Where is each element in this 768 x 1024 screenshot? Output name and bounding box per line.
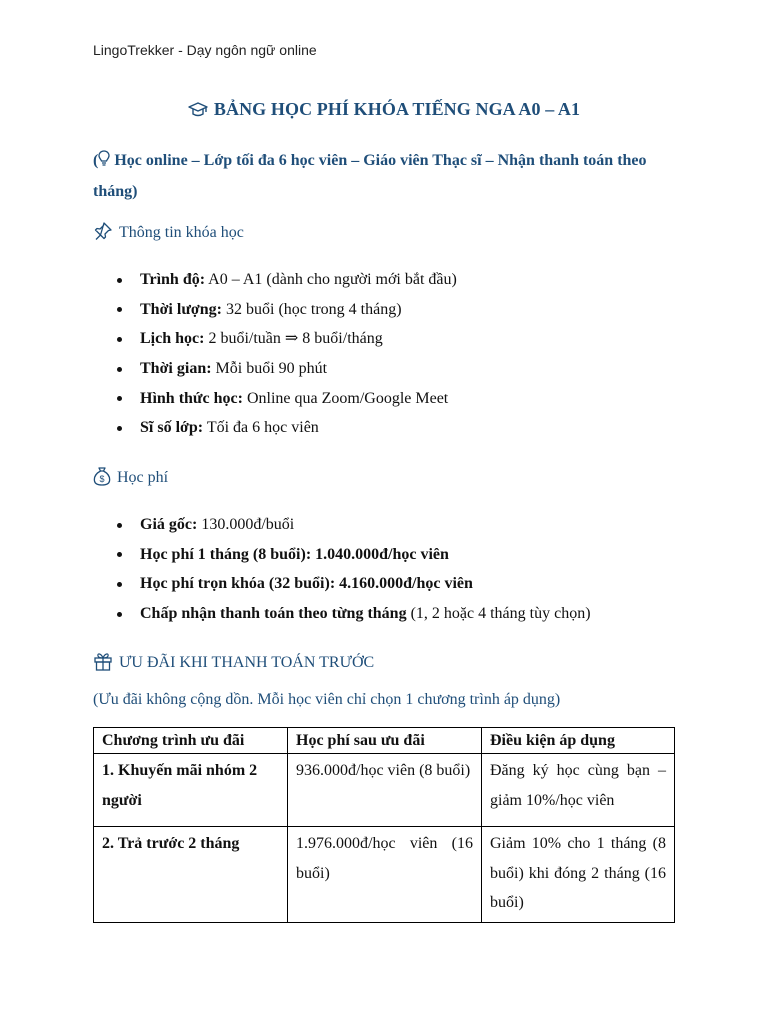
lightbulb-icon	[98, 150, 110, 167]
list-item	[93, 384, 457, 414]
bullet-dot	[117, 523, 122, 528]
promotions-heading-text: ƯU ĐÃI KHI THANH TOÁN TRƯỚC	[119, 654, 375, 671]
table-row	[94, 827, 675, 923]
item-label: Sĩ số lớp:	[140, 419, 204, 437]
item-label: Thời lượng:	[140, 300, 223, 318]
program-cell: 2. Trả trước 2 tháng	[94, 827, 288, 923]
item-label: Học phí trọn khóa (32 buổi): 4.160.000đ/học viên	[140, 575, 473, 593]
promotions-note: (Ưu đãi không cộng dồn. Mỗi học viên chỉ chọn 1 chương trình áp dụng)	[93, 691, 561, 708]
column-header: Chương trình ưu đãi	[94, 728, 288, 754]
list-item	[93, 413, 457, 443]
page-header: LingoTrekker - Dạy ngôn ngữ online	[93, 42, 317, 58]
item-label: Học phí 1 tháng (8 buổi): 1.040.000đ/học viên	[140, 545, 449, 563]
item-value: 32 buổi (học trong 4 tháng)	[222, 300, 402, 318]
item-value: Mỗi buổi 90 phút	[211, 360, 328, 378]
bullet-dot	[117, 612, 122, 617]
price-cell: 936.000đ/học viên (8 buổi)	[288, 754, 482, 827]
column-header: Điều kiện áp dụng	[482, 728, 675, 754]
item-value: 130.000đ/buổi	[197, 516, 295, 533]
item-label: Trình độ:	[140, 271, 206, 288]
graduation-cap-icon	[188, 102, 208, 118]
bullet-dot	[117, 278, 122, 283]
bullet-dot	[117, 307, 122, 312]
column-header: Học phí sau ưu đãi	[288, 728, 482, 754]
condition-cell: Giảm 10% cho 1 tháng (8 buổi) khi đóng 2 tháng (16 buổi)	[482, 827, 675, 923]
course-info-heading	[93, 221, 244, 242]
list-item	[93, 599, 591, 629]
money-bag-icon	[93, 466, 111, 486]
course-info-list	[93, 265, 457, 443]
item-label: Thời gian:	[140, 360, 212, 378]
bullet-dot	[117, 396, 122, 401]
bullet-dot	[117, 426, 122, 431]
list-item	[93, 354, 457, 384]
promotions-table	[93, 727, 675, 923]
item-label: Chấp nhận thanh toán theo từng tháng	[140, 605, 407, 623]
fees-heading-text: Học phí	[117, 469, 169, 486]
list-item	[93, 265, 457, 295]
item-value: A0 – A1 (dành cho người mới bắt đầu)	[205, 271, 457, 288]
gift-icon	[93, 651, 113, 671]
item-label: Hình thức học:	[140, 389, 243, 407]
price-cell: 1.976.000đ/học viên (16 buổi)	[288, 827, 482, 923]
list-item	[93, 295, 457, 325]
item-value: Online qua Zoom/Google Meet	[242, 389, 449, 407]
list-item	[93, 324, 457, 354]
fees-list	[93, 510, 591, 629]
subtitle-open-paren: (	[93, 152, 99, 169]
course-info-heading-text: Thông tin khóa học	[119, 224, 244, 241]
table-header-row	[94, 728, 675, 754]
bullet-dot	[117, 582, 122, 587]
item-value: Tối đa 6 học viên	[203, 419, 319, 437]
item-label: Lịch học:	[140, 330, 205, 348]
fees-heading	[93, 466, 168, 487]
table-row	[94, 754, 675, 827]
title-text: BẢNG HỌC PHÍ KHÓA TIẾNG NGA A0 – A1	[213, 99, 581, 119]
list-item	[93, 540, 591, 570]
item-label: Giá gốc:	[140, 516, 198, 533]
pushpin-icon	[93, 221, 113, 241]
list-item	[93, 569, 591, 599]
item-value: (1, 2 hoặc 4 tháng tùy chọn)	[406, 605, 591, 623]
subtitle	[93, 145, 683, 207]
program-cell: 1. Khuyến mãi nhóm 2 người	[94, 754, 288, 827]
svg-text:$: $	[99, 474, 105, 484]
subtitle-text: Học online – Lớp tối đa 6 học viên – Giáo viên Thạc sĩ – Nhận thanh toán theo tháng)	[93, 152, 647, 200]
promotions-heading	[93, 651, 374, 672]
bullet-dot	[117, 552, 122, 557]
bullet-dot	[117, 367, 122, 372]
page-title	[0, 99, 768, 120]
bullet-dot	[117, 337, 122, 342]
list-item	[93, 510, 591, 540]
condition-cell: Đăng ký học cùng bạn – giảm 10%/học viên	[482, 754, 675, 827]
item-value: 2 buổi/tuần ⇒ 8 buổi/tháng	[204, 330, 383, 348]
